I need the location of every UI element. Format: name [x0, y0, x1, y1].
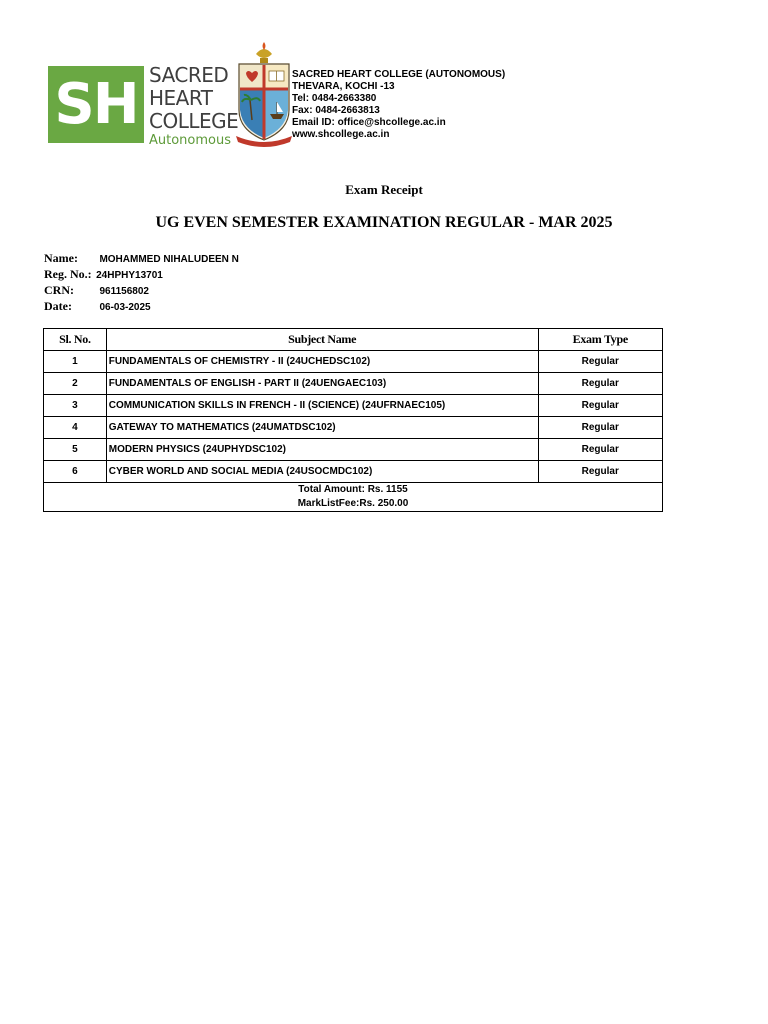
college-fax-line: Fax: 0484-2663813 — [292, 105, 380, 116]
table-row — [44, 351, 663, 373]
subject-name-cell: CYBER WORLD AND SOCIAL MEDIA (24USOCMDC102) — [106, 461, 538, 483]
college-name-line: SACRED HEART COLLEGE (AUTONOMOUS) — [292, 69, 506, 80]
crn-row — [44, 282, 239, 298]
sl-no-cell: 6 — [44, 461, 107, 483]
receipt-title: Exam Receipt — [345, 182, 423, 197]
date-label: Date: — [44, 299, 72, 313]
exam-type-cell: Regular — [538, 351, 662, 373]
sl-no-cell: 5 — [44, 439, 107, 461]
college-logo: SH — [48, 66, 144, 143]
exam-type-cell: Regular — [538, 461, 662, 483]
logo-word: HEART — [149, 86, 213, 110]
fee-summary — [44, 483, 663, 512]
college-crest-icon — [234, 40, 294, 148]
student-name-row — [44, 250, 239, 266]
logo-subtitle: Autonomous — [149, 133, 232, 148]
exam-type-cell: Regular — [538, 439, 662, 461]
college-header — [46, 40, 726, 150]
student-name: MOHAMMED NIHALUDEEN N — [99, 254, 239, 265]
subject-name-cell: FUNDAMENTALS OF ENGLISH - PART II (24UENGAEC103) — [106, 373, 538, 395]
sl-no-cell: 3 — [44, 395, 107, 417]
table-row — [44, 461, 663, 483]
table-row — [44, 395, 663, 417]
exam-type-cell: Regular — [538, 417, 662, 439]
date-value: 06-03-2025 — [99, 302, 151, 313]
subjects-table — [43, 328, 663, 512]
date-row — [44, 298, 239, 314]
sl-no-header: Sl. No. — [44, 329, 107, 351]
reg-no-row — [44, 266, 239, 282]
exam-type-cell: Regular — [538, 373, 662, 395]
crn-label: CRN: — [44, 283, 74, 297]
sl-no-cell: 2 — [44, 373, 107, 395]
table-row — [44, 439, 663, 461]
table-row — [44, 417, 663, 439]
table-header-row — [44, 329, 663, 351]
total-amount: Total Amount: Rs. 1155 — [298, 484, 408, 495]
subject-name-cell: COMMUNICATION SKILLS IN FRENCH - II (SCIENCE) (24UFRNAEC105) — [106, 395, 538, 417]
college-website-line: www.shcollege.ac.in — [292, 129, 390, 140]
subject-name-cell: GATEWAY TO MATHEMATICS (24UMATDSC102) — [106, 417, 538, 439]
exam-title: UG EVEN SEMESTER EXAMINATION REGULAR - MAR 2025 — [155, 214, 613, 231]
logo-word: COLLEGE — [149, 109, 239, 133]
sl-no-cell: 1 — [44, 351, 107, 373]
college-email-line: Email ID: office@shcollege.ac.in — [292, 117, 446, 128]
college-tel-line: Tel: 0484-2663380 — [292, 93, 377, 104]
exam-type-header: Exam Type — [538, 329, 662, 351]
reg-no-value: 24HPHY13701 — [96, 270, 163, 281]
exam-type-cell: Regular — [538, 395, 662, 417]
name-label: Name: — [44, 251, 78, 265]
subject-name-header: Subject Name — [106, 329, 538, 351]
sl-no-cell: 4 — [44, 417, 107, 439]
college-address-line: THEVARA, KOCHI -13 — [292, 81, 395, 92]
reg-no-label: Reg. No.: — [44, 267, 92, 281]
table-footer-row — [44, 483, 663, 512]
subject-name-cell: FUNDAMENTALS OF CHEMISTRY - II (24UCHEDSC102) — [106, 351, 538, 373]
crn-value: 961156802 — [99, 286, 149, 297]
logo-word: SACRED — [149, 63, 229, 87]
college-contact-details — [292, 69, 505, 141]
student-info — [44, 250, 239, 314]
marklist-fee: MarkListFee:Rs. 250.00 — [297, 498, 409, 509]
table-row — [44, 373, 663, 395]
subject-name-cell: MODERN PHYSICS (24UPHYDSC102) — [106, 439, 538, 461]
